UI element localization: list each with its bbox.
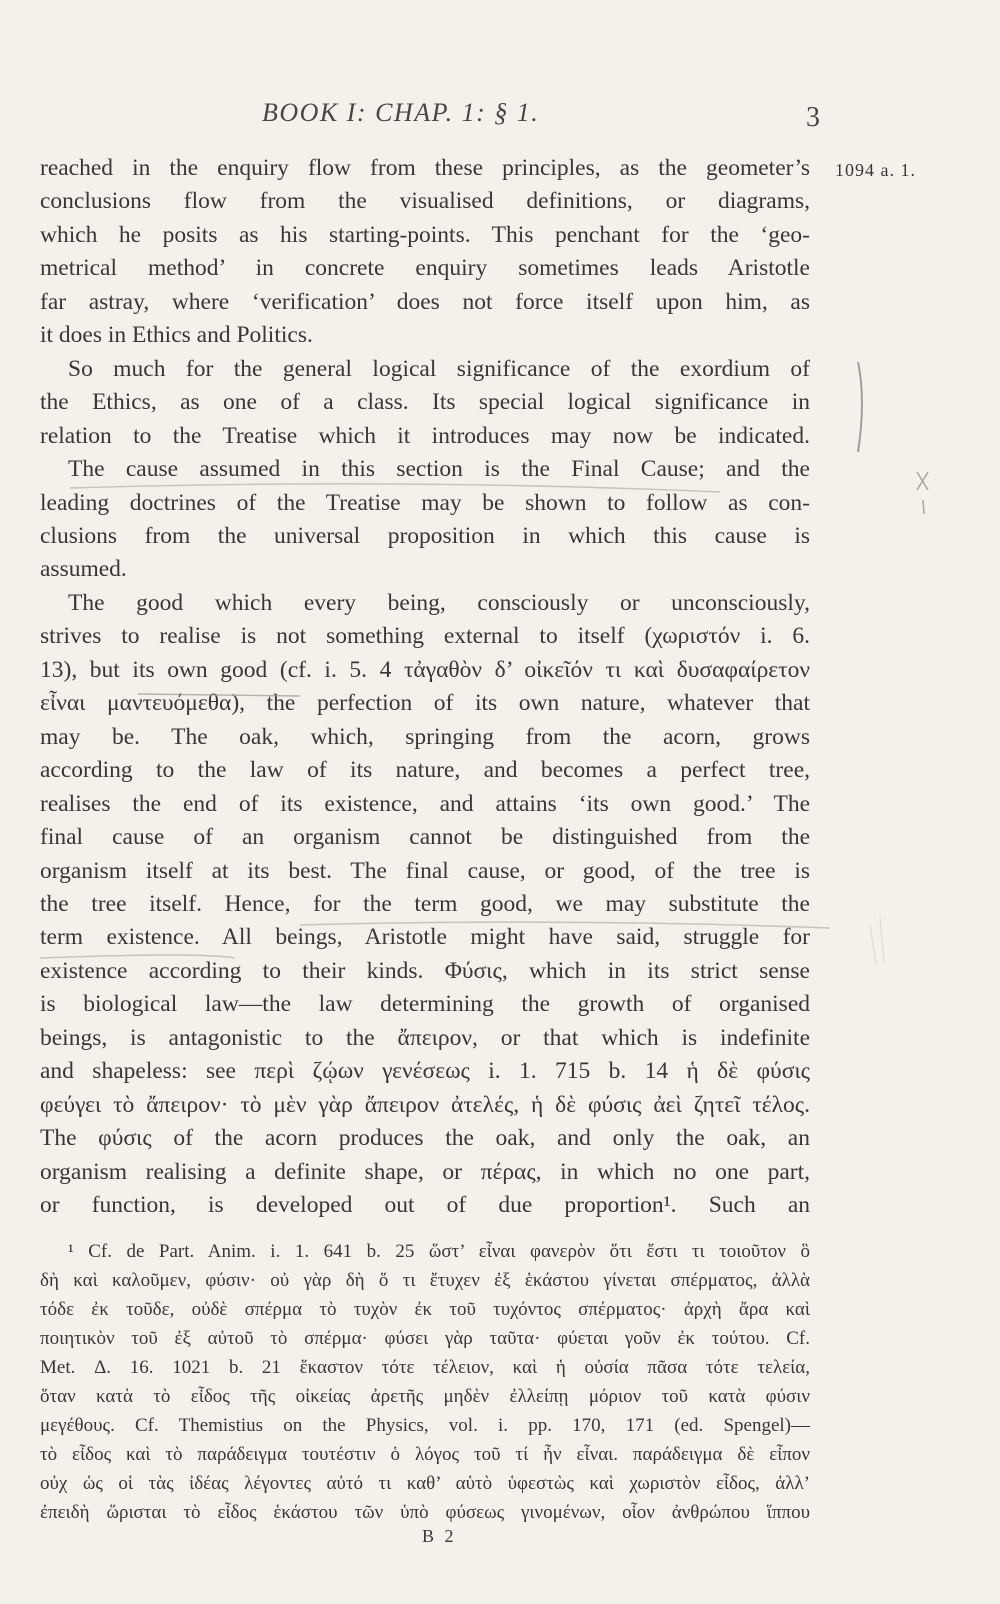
- pencil-cross-mark: [917, 472, 928, 490]
- footnote-line: τόδε ἐκ τοῦδε, οὐδὲ σπέρμα τὸ τυχὸν ἐκ τοῦ τυχόντος σπέρματος· ἀρχὴ ἄρα καὶ: [40, 1299, 810, 1320]
- text-line: may be. The oak, which, springing from the acorn, grows: [40, 723, 810, 750]
- text-line: existence according to their kinds. Φύσις, which in its strict sense: [40, 957, 810, 984]
- running-head: BOOK I: CHAP. 1: § 1.: [262, 98, 540, 127]
- text-line: final cause of an organism cannot be distinguished from the: [40, 824, 810, 851]
- pencil-tick-mark: [923, 500, 924, 514]
- text-line: The φύσις of the acorn produces the oak, and only the oak, an: [40, 1125, 810, 1152]
- text-line: beings, is antagonistic to the ἄπειρον, or that which is indefinite: [40, 1024, 810, 1051]
- text-line: The good which every being, consciously or unconsciously,: [68, 589, 810, 616]
- text-line: organism realising a definite shape, or πέρας, in which no one part,: [40, 1158, 810, 1185]
- footnote-line: ὅταν κατὰ τὸ εἶδος τῆς οἰκείας ἀρετῆς μηδὲν ἐλλείπῃ μόριον τοῦ κατὰ φύσιν: [40, 1386, 810, 1407]
- text-line: the tree itself. Hence, for the term good, we may substitute the: [40, 890, 810, 917]
- text-line: realises the end of its existence, and attains ‘its own good.’ The: [40, 790, 810, 817]
- margin-reference: 1094 a. 1.: [835, 160, 916, 180]
- text-line: metrical method’ in concrete enquiry sometimes leads Aristotle: [40, 255, 810, 282]
- main-text: [40, 152, 810, 1223]
- footnote-line: μεγέθους. Cf. Themistius on the Physics, vol. i. pp. 170, 171 (ed. Spengel)—: [40, 1415, 810, 1436]
- text-line: according to the law of its nature, and becomes a perfect tree,: [40, 757, 810, 784]
- text-line: is biological law—the law determining the growth of organised: [40, 991, 810, 1018]
- footnote-line: ποιητικὸν τοῦ ἐξ αὐτοῦ τὸ σπέρμα· φύσει γὰρ ταῦτα· φύεται γοῦν ἐκ τούτου. Cf.: [40, 1328, 810, 1349]
- text-line: φεύγει τὸ ἄπειρον· τὸ μὲν γὰρ ἄπειρον ἀτελές, ἡ δὲ φύσις ἀεὶ ζητεῖ τέλος.: [40, 1091, 810, 1118]
- footnote-line: δὴ καὶ καλοῦμεν, φύσιν· οὐ γὰρ δὴ ὅ τι ἔτυχεν ἐξ ἑκάστου γίνεται σπέρματος, ἀλλὰ: [40, 1270, 810, 1291]
- text-line: term existence. All beings, Aristotle might have said, struggle for: [40, 924, 810, 951]
- text-line: The cause assumed in this section is the Final Cause; and the: [68, 456, 810, 483]
- footnotes: [40, 1237, 810, 1527]
- footnote-line: οὐχ ὡς οἱ τὰς ἰδέας λέγοντες αὐτό τι καθ’ αὑτὸ ὑφεστὼς καὶ χωριστὸν εἶδος, ἀλλ’: [40, 1473, 810, 1494]
- text-line: or function, is developed out of due proportion¹. Such an: [40, 1192, 810, 1219]
- text-line: strives to realise is not something external to itself (χωριστόν i. 6.: [40, 623, 810, 650]
- page-number: 3: [806, 102, 820, 133]
- text-line: reached in the enquiry flow from these principles, as the geometer’s: [40, 155, 810, 181]
- signature-mark: B 2: [422, 1526, 457, 1546]
- pencil-margin-scribble: [870, 918, 884, 965]
- text-line: 13), but its own good (cf. i. 5. 4 τἀγαθὸν δ’ οἰκεῖόν τι καὶ δυσαφαίρετον: [40, 656, 810, 683]
- text-line: leading doctrines of the Treatise may be shown to follow as con-: [40, 489, 810, 516]
- footnote-line: ἐπειδὴ ὥρισται τὸ εἶδος ἑκάστου τῶν ὑπὸ φύσεως γινομένων, οἷον ἀνθρώπου ἵππου: [40, 1502, 810, 1523]
- footnote-line: τὸ εἶδος καὶ τὸ παράδειγμα τουτέστιν ὁ λόγος τοῦ τί ἦν εἶναι. παράδειγμα δὲ εἶπον: [40, 1444, 810, 1465]
- text-line: and shapeless: see περὶ ζῴων γενέσεως i. 1. 715 b. 14 ἡ δὲ φύσις: [40, 1058, 810, 1085]
- text-line: the Ethics, as one of a class. Its special logical significance in: [40, 389, 810, 416]
- text-line: far astray, where ‘verification’ does not force itself upon him, as: [40, 288, 810, 315]
- text-line: which he posits as his starting-points. This penchant for the ‘geo-: [40, 221, 810, 248]
- text-line: conclusions flow from the visualised definitions, or diagrams,: [40, 188, 810, 215]
- text-line: εἶναι μαντευόμεθα), the perfection of its own nature, whatever that: [40, 690, 810, 717]
- text-line: it does in Ethics and Politics.: [40, 322, 313, 349]
- text-line: So much for the general logical significance of the exordium of: [68, 355, 810, 382]
- footnote-line: Met. Δ. 16. 1021 b. 21 ἕκαστον τότε τέλειον, καὶ ἡ οὐσία πᾶσα τότε τελεία,: [40, 1357, 810, 1378]
- footnote-line: ¹ Cf. de Part. Anim. i. 1. 641 b. 25 ὥστ’ εἶναι φανερὸν ὅτι ἔστι τι τοιοῦτον ὃ: [68, 1241, 810, 1262]
- text-line: assumed.: [40, 556, 127, 583]
- text-line: relation to the Treatise which it introduces may now be indicated.: [40, 422, 810, 449]
- text-line: organism itself at its best. The final cause, or good, of the tree is: [40, 857, 810, 884]
- text-line: clusions from the universal proposition in which this cause is: [40, 522, 810, 549]
- pencil-margin-bracket: [858, 362, 862, 452]
